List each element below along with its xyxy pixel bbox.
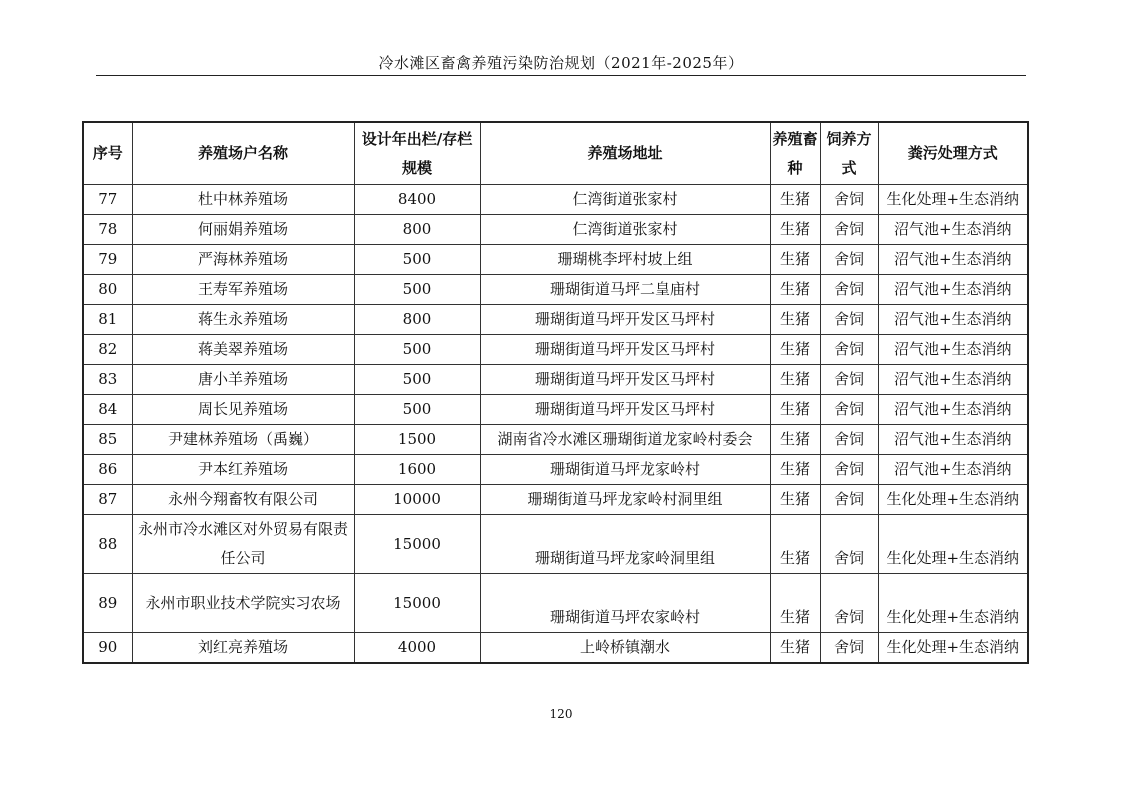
cell-treatment: 生化处理+生态消纳 [878, 485, 1028, 515]
cell-address: 珊瑚街道马坪龙家岭洞里组 [480, 515, 770, 574]
cell-scale: 500 [354, 245, 480, 275]
cell-species: 生猪 [770, 633, 820, 664]
cell-no: 79 [83, 245, 132, 275]
cell-treatment: 沼气池+生态消纳 [878, 245, 1028, 275]
cell-no: 77 [83, 185, 132, 215]
cell-address: 珊瑚桃李坪村坡上组 [480, 245, 770, 275]
table-row [83, 515, 1028, 574]
cell-address: 仁湾街道张家村 [480, 215, 770, 245]
cell-name: 永州市职业技术学院实习农场 [132, 574, 354, 633]
header-divider [96, 75, 1026, 76]
cell-method: 舍饲 [820, 515, 878, 574]
cell-scale: 500 [354, 395, 480, 425]
cell-name: 永州市冷水滩区对外贸易有限责任公司 [132, 515, 354, 574]
cell-name: 严海林养殖场 [132, 245, 354, 275]
cell-treatment: 沼气池+生态消纳 [878, 395, 1028, 425]
cell-scale: 500 [354, 365, 480, 395]
table-row [83, 425, 1028, 455]
column-header-address: 养殖场地址 [480, 122, 770, 185]
cell-method: 舍饲 [820, 485, 878, 515]
cell-method: 舍饲 [820, 215, 878, 245]
cell-name: 杜中林养殖场 [132, 185, 354, 215]
cell-method: 舍饲 [820, 245, 878, 275]
cell-method: 舍饲 [820, 365, 878, 395]
cell-address: 珊瑚街道马坪龙家岭村洞里组 [480, 485, 770, 515]
cell-name: 唐小羊养殖场 [132, 365, 354, 395]
page-number: 120 [549, 707, 573, 721]
cell-method: 舍饲 [820, 185, 878, 215]
cell-name: 周长见养殖场 [132, 395, 354, 425]
cell-species: 生猪 [770, 185, 820, 215]
cell-address: 仁湾街道张家村 [480, 185, 770, 215]
cell-no: 86 [83, 455, 132, 485]
cell-scale: 4000 [354, 633, 480, 664]
cell-address: 珊瑚街道马坪开发区马坪村 [480, 335, 770, 365]
cell-name: 何丽娟养殖场 [132, 215, 354, 245]
cell-species: 生猪 [770, 515, 820, 574]
cell-name: 蒋生永养殖场 [132, 305, 354, 335]
cell-address: 珊瑚街道马坪开发区马坪村 [480, 395, 770, 425]
cell-treatment: 生化处理+生态消纳 [878, 185, 1028, 215]
table-row [83, 185, 1028, 215]
cell-treatment: 生化处理+生态消纳 [878, 515, 1028, 574]
cell-address: 珊瑚街道马坪龙家岭村 [480, 455, 770, 485]
cell-name: 蒋美翠养殖场 [132, 335, 354, 365]
table-row [83, 455, 1028, 485]
cell-method: 舍饲 [820, 275, 878, 305]
cell-scale: 800 [354, 305, 480, 335]
cell-species: 生猪 [770, 574, 820, 633]
cell-method: 舍饲 [820, 395, 878, 425]
cell-address: 珊瑚街道马坪二皇庙村 [480, 275, 770, 305]
cell-species: 生猪 [770, 455, 820, 485]
cell-no: 81 [83, 305, 132, 335]
cell-species: 生猪 [770, 335, 820, 365]
cell-no: 80 [83, 275, 132, 305]
cell-no: 87 [83, 485, 132, 515]
cell-treatment: 沼气池+生态消纳 [878, 425, 1028, 455]
cell-address: 上岭桥镇潮水 [480, 633, 770, 664]
cell-species: 生猪 [770, 485, 820, 515]
cell-treatment: 生化处理+生态消纳 [878, 633, 1028, 664]
cell-scale: 1600 [354, 455, 480, 485]
table-row [83, 485, 1028, 515]
cell-method: 舍饲 [820, 574, 878, 633]
cell-species: 生猪 [770, 425, 820, 455]
column-header-species: 养殖畜种 [770, 122, 820, 185]
cell-no: 85 [83, 425, 132, 455]
page-header-title: 冷水滩区畜禽养殖污染防治规划（2021年-2025年） [378, 54, 744, 72]
cell-method: 舍饲 [820, 633, 878, 664]
cell-method: 舍饲 [820, 425, 878, 455]
column-header-name: 养殖场户名称 [132, 122, 354, 185]
cell-species: 生猪 [770, 215, 820, 245]
cell-treatment: 沼气池+生态消纳 [878, 305, 1028, 335]
table-row [83, 574, 1028, 633]
cell-name: 尹本红养殖场 [132, 455, 354, 485]
column-header-treatment: 粪污处理方式 [878, 122, 1028, 185]
cell-no: 88 [83, 515, 132, 574]
cell-address: 珊瑚街道马坪开发区马坪村 [480, 365, 770, 395]
cell-name: 刘红亮养殖场 [132, 633, 354, 664]
farm-table [82, 121, 1029, 664]
cell-species: 生猪 [770, 305, 820, 335]
cell-method: 舍饲 [820, 335, 878, 365]
cell-name: 王寿军养殖场 [132, 275, 354, 305]
cell-scale: 500 [354, 275, 480, 305]
cell-method: 舍饲 [820, 455, 878, 485]
table-row [83, 395, 1028, 425]
table-row [83, 335, 1028, 365]
cell-scale: 500 [354, 335, 480, 365]
cell-scale: 800 [354, 215, 480, 245]
cell-scale: 15000 [354, 515, 480, 574]
cell-treatment: 沼气池+生态消纳 [878, 335, 1028, 365]
cell-address: 珊瑚街道马坪农家岭村 [480, 574, 770, 633]
column-header-method: 饲养方式 [820, 122, 878, 185]
table-row [83, 305, 1028, 335]
table-row [83, 365, 1028, 395]
cell-treatment: 沼气池+生态消纳 [878, 215, 1028, 245]
table-row [83, 245, 1028, 275]
cell-no: 83 [83, 365, 132, 395]
cell-no: 84 [83, 395, 132, 425]
cell-address: 珊瑚街道马坪开发区马坪村 [480, 305, 770, 335]
table-row [83, 633, 1028, 664]
column-header-scale: 设计年出栏/存栏规模 [354, 122, 480, 185]
cell-species: 生猪 [770, 395, 820, 425]
cell-species: 生猪 [770, 275, 820, 305]
cell-species: 生猪 [770, 365, 820, 395]
cell-treatment: 生化处理+生态消纳 [878, 574, 1028, 633]
cell-scale: 10000 [354, 485, 480, 515]
cell-no: 89 [83, 574, 132, 633]
cell-address: 湖南省冷水滩区珊瑚街道龙家岭村委会 [480, 425, 770, 455]
cell-treatment: 沼气池+生态消纳 [878, 365, 1028, 395]
cell-treatment: 沼气池+生态消纳 [878, 275, 1028, 305]
cell-method: 舍饲 [820, 305, 878, 335]
cell-treatment: 沼气池+生态消纳 [878, 455, 1028, 485]
cell-name: 尹建林养殖场（禹巍） [132, 425, 354, 455]
cell-scale: 15000 [354, 574, 480, 633]
cell-no: 90 [83, 633, 132, 664]
table-row [83, 215, 1028, 245]
column-header-no: 序号 [83, 122, 132, 185]
cell-scale: 8400 [354, 185, 480, 215]
cell-scale: 1500 [354, 425, 480, 455]
cell-no: 78 [83, 215, 132, 245]
table-row [83, 275, 1028, 305]
table-header-row [83, 122, 1028, 185]
cell-name: 永州今翔畜牧有限公司 [132, 485, 354, 515]
cell-species: 生猪 [770, 245, 820, 275]
cell-no: 82 [83, 335, 132, 365]
